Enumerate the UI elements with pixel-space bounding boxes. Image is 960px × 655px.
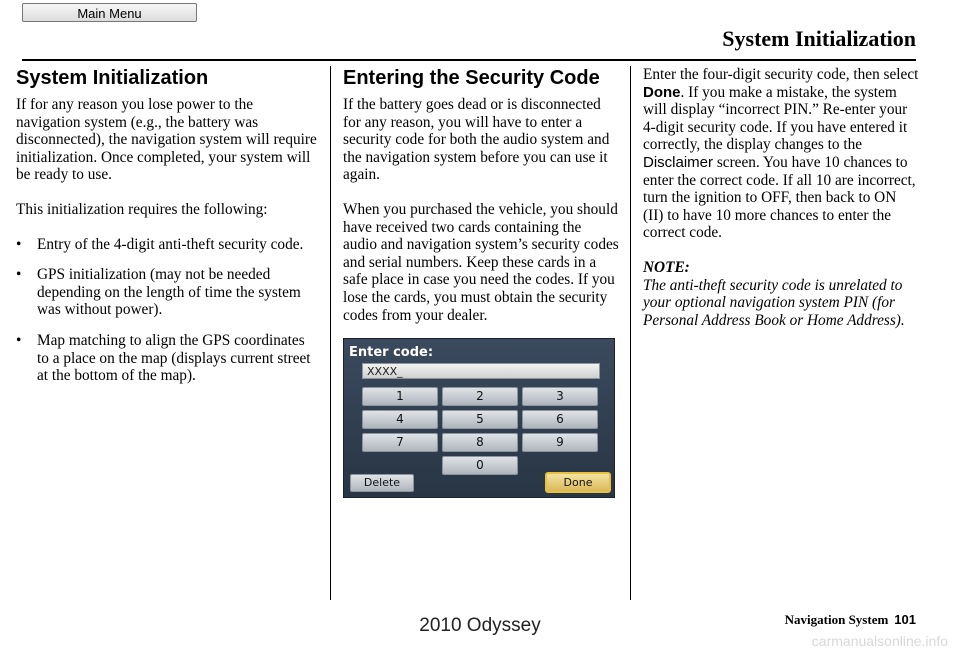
enter-code-screen: [343, 338, 615, 498]
column-divider: [630, 66, 631, 600]
key-3[interactable]: 3: [522, 387, 598, 406]
done-keyword: Done: [643, 83, 681, 101]
section-heading-security-code: Entering the Security Code: [343, 67, 600, 89]
paragraph: [643, 66, 919, 242]
list-item: • Map matching to align the GPS coordinates to a place on the map (displays current street at the bottom of the map).: [16, 332, 318, 385]
disclaimer-keyword: Disclaimer: [643, 153, 714, 171]
section-heading-system-initialization: System Initialization: [16, 67, 209, 89]
footer-section-name: Navigation System: [784, 612, 889, 627]
key-6[interactable]: 6: [522, 410, 598, 429]
key-8[interactable]: 8: [442, 433, 518, 452]
key-2[interactable]: 2: [442, 387, 518, 406]
key-9[interactable]: 9: [522, 433, 598, 452]
list-item: • Entry of the 4-digit anti-theft security code.: [16, 236, 318, 254]
page-number: 101: [894, 612, 916, 627]
delete-button[interactable]: Delete: [350, 474, 414, 492]
key-1[interactable]: 1: [362, 387, 438, 406]
key-0[interactable]: 0: [442, 456, 518, 475]
paragraph: If the battery goes dead or is disconnected for any reason, you will have to enter a security code for both the audio system and the navigation system before you can use it again.: [343, 96, 610, 184]
paragraph: This initialization requires the following:: [16, 200, 268, 218]
note-label: NOTE:: [643, 258, 690, 276]
enter-code-title: Enter code:: [349, 345, 434, 360]
page-title: System Initialization: [722, 26, 916, 51]
column-entering-security-code: [343, 66, 619, 341]
column-instructions: [643, 66, 919, 329]
watermark: carmanualsonline.info: [811, 633, 948, 649]
note-body: The anti-theft security code is unrelated to your optional navigation system PIN (for Personal Address Book or Home Address).: [643, 276, 905, 329]
text-run: screen. You have 10 chances to enter the correct code. If all 10 are incorrect, turn the ignition to OFF, then back to ON (II) to have 10 more chances to enter the correct code.: [643, 153, 916, 242]
list-item: • GPS initialization (may not be needed depending on the length of time the system was without power).: [16, 266, 318, 319]
key-5[interactable]: 5: [442, 410, 518, 429]
requirements-list: [16, 236, 318, 385]
column-divider: [330, 66, 331, 600]
key-4[interactable]: 4: [362, 410, 438, 429]
paragraph: If for any reason you lose power to the navigation system (e.g., the battery was disconnected), the navigation system will require initialization. Once completed, your system will be ready to use.: [16, 96, 317, 184]
paragraph: When you purchased the vehicle, you should have received two cards containing the audio and navigation system’s security codes and serial numbers. Keep these cards in a safe place in case you need the codes. If you lose the cards, you must obtain the security codes from your dealer.: [343, 200, 619, 324]
column-system-initialization: [16, 66, 318, 398]
key-7[interactable]: 7: [362, 433, 438, 452]
code-entry-field[interactable]: XXXX_: [362, 363, 600, 379]
footer-model-name: 2010 Odyssey: [419, 615, 541, 636]
text-run: . If you make a mistake, the system will display “incorrect PIN.” Re-enter your 4-digit security code. If you have entered it correctly, the display changes to the: [643, 83, 908, 154]
text-run: Enter the four-digit security code, then select: [643, 66, 919, 83]
main-menu-button[interactable]: Main Menu: [22, 3, 197, 22]
done-button[interactable]: Done: [545, 472, 611, 493]
header-rule: [22, 59, 916, 61]
